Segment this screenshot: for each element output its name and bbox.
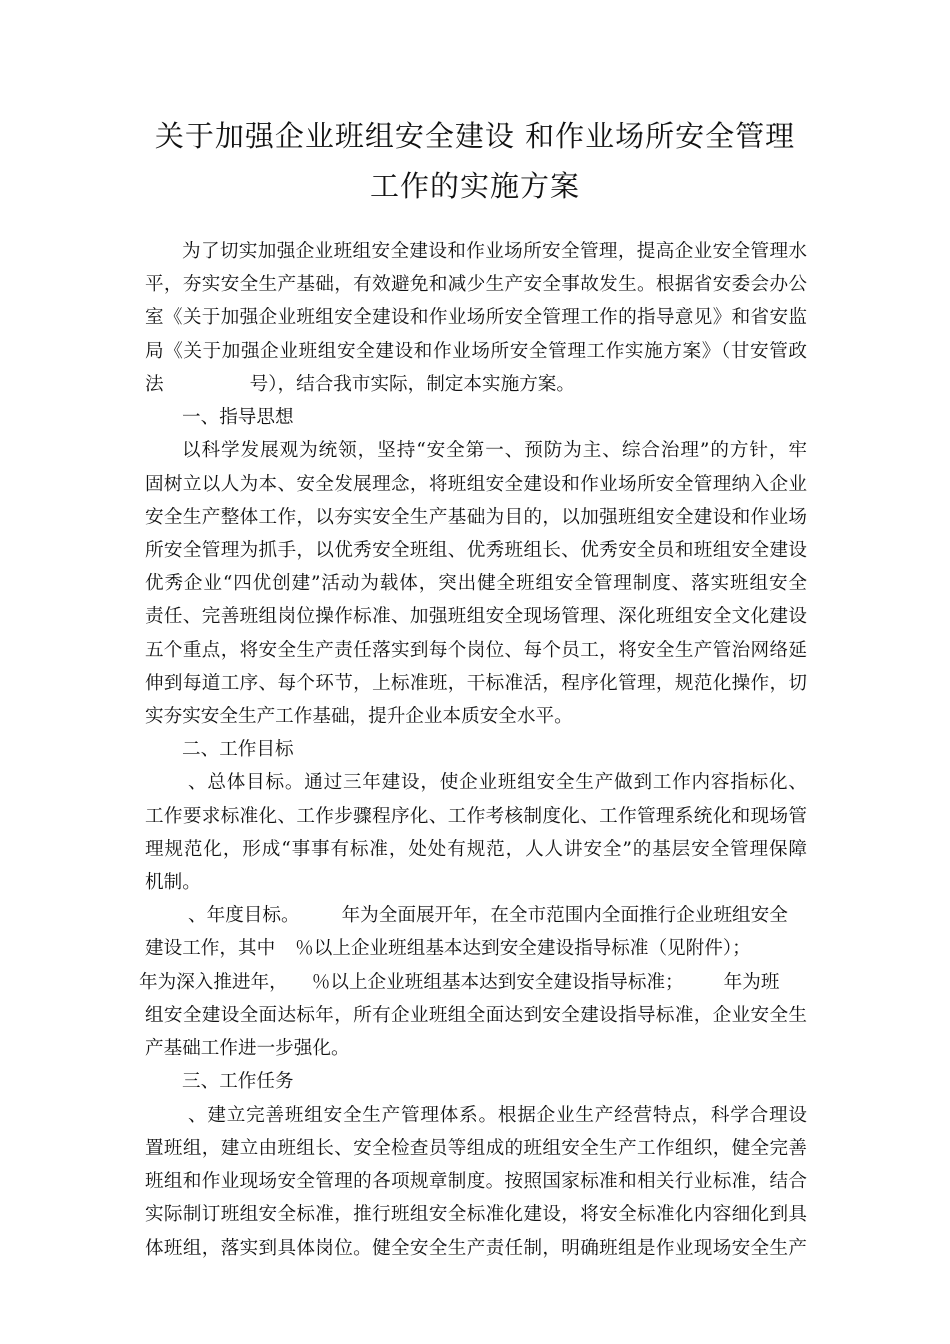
paragraph-line: 置班组，建立由班组长、安全检查员等组成的班组安全生产工作组织，健全完善 bbox=[145, 1138, 807, 1159]
paragraph-line: 所安全管理为抓手，以优秀安全班组、优秀班组长、优秀安全员和班组安全建设 bbox=[145, 540, 807, 561]
paragraph-line: 优秀企业“四优创建”活动为载体，突出健全班组安全管理制度、落实班组安全 bbox=[145, 573, 807, 594]
paragraph-line bbox=[145, 937, 807, 961]
paragraph-line bbox=[139, 971, 801, 995]
document-title-line-2: 工作的实施方案 bbox=[369, 169, 580, 203]
text-fragment: 法 bbox=[145, 374, 164, 395]
paragraph-line: 、总体目标。通过三年建设，使企业班组安全生产做到工作内容指标化、 bbox=[188, 772, 807, 793]
paragraph-line bbox=[145, 373, 807, 397]
paragraph-line: 安全生产整体工作，以夯实安全生产基础为目的，以加强班组安全建设和作业场 bbox=[145, 507, 807, 528]
text-fragment: ％以上企业班组基本达到安全建设指导标准； bbox=[311, 972, 684, 993]
text-fragment: 号），结合我市实际，制定本实施方案。 bbox=[249, 374, 575, 395]
paragraph-line: 体班组，落实到具体岗位。健全安全生产责任制，明确班组是作业现场安全生产 bbox=[145, 1238, 807, 1259]
paragraph-line: 责任、完善班组岗位操作标准、加强班组安全现场管理、深化班组安全文化建设 bbox=[145, 606, 807, 627]
paragraph-line: 机制。 bbox=[145, 872, 201, 893]
paragraph-line: 五个重点，将安全生产责任落实到每个岗位、每个员工，将安全生产管治网络延 bbox=[145, 640, 807, 661]
paragraph-line: 产基础工作进一步强化。 bbox=[145, 1038, 350, 1059]
paragraph-line: 以科学发展观为统领，坚持“安全第一、预防为主、综合治理”的方针，牢 bbox=[182, 440, 807, 461]
paragraph-line: 伸到每道工序、每个环节，上标准班，干标准活，程序化管理，规范化操作，切 bbox=[145, 673, 807, 694]
paragraph-line: 实际制订班组安全标准，推行班组安全标准化建设，将安全标准化内容细化到具 bbox=[145, 1204, 807, 1225]
paragraph-line: 局《关于加强企业班组安全建设和作业场所安全管理工作实施方案》（甘安管政 bbox=[145, 341, 807, 362]
paragraph-line: 实夯实安全生产工作基础，提升企业本质安全水平。 bbox=[145, 706, 573, 727]
text-fragment: 建设工作，其中 bbox=[145, 938, 276, 959]
paragraph-line bbox=[145, 904, 807, 928]
text-fragment: 年为深入推进年， bbox=[139, 972, 288, 993]
paragraph-line: 、建立完善班组安全生产管理体系。根据企业生产经营特点，科学合理设 bbox=[188, 1105, 807, 1126]
paragraph-line: 班组和作业现场安全管理的各项规章制度。按照国家标准和相关行业标准，结合 bbox=[145, 1171, 807, 1192]
text-fragment: 年为班 bbox=[723, 972, 780, 993]
paragraph-line: 固树立以人为本、安全发展理念，将班组安全建设和作业场所安全管理纳入企业 bbox=[145, 474, 807, 495]
paragraph-line: 组安全建设全面达标年，所有企业班组全面达到安全建设指导标准，企业安全生 bbox=[145, 1005, 807, 1026]
document-title-line-1: 关于加强企业班组安全建设 和作业场所安全管理 bbox=[154, 119, 796, 153]
paragraph-line: 理规范化，形成“事事有标准，处处有规范，人人讲安全”的基层安全管理保障 bbox=[145, 839, 807, 860]
paragraph-line: 室《关于加强企业班组安全建设和作业场所安全管理工作的指导意见》和省安监 bbox=[145, 307, 807, 328]
text-fragment: 、年度目标。 bbox=[188, 905, 300, 926]
paragraph-line: 工作要求标准化、工作步骤程序化、工作考核制度化、工作管理系统化和现场管 bbox=[145, 806, 807, 827]
section-heading: 一、指导思想 bbox=[182, 407, 294, 428]
text-fragment: 年为全面展开年，在全市范围内全面推行企业班组安全 bbox=[341, 905, 788, 926]
text-fragment: ％以上企业班组基本达到安全建设指导标准（见附件）； bbox=[295, 938, 751, 959]
section-heading: 三、工作任务 bbox=[182, 1071, 294, 1092]
paragraph-line: 平，夯实安全生产基础，有效避免和减少生产安全事故发生。根据省安委会办公 bbox=[145, 274, 807, 295]
section-heading: 二、工作目标 bbox=[182, 739, 294, 760]
paragraph-line: 为了切实加强企业班组安全建设和作业场所安全管理，提高企业安全管理水 bbox=[182, 241, 807, 262]
